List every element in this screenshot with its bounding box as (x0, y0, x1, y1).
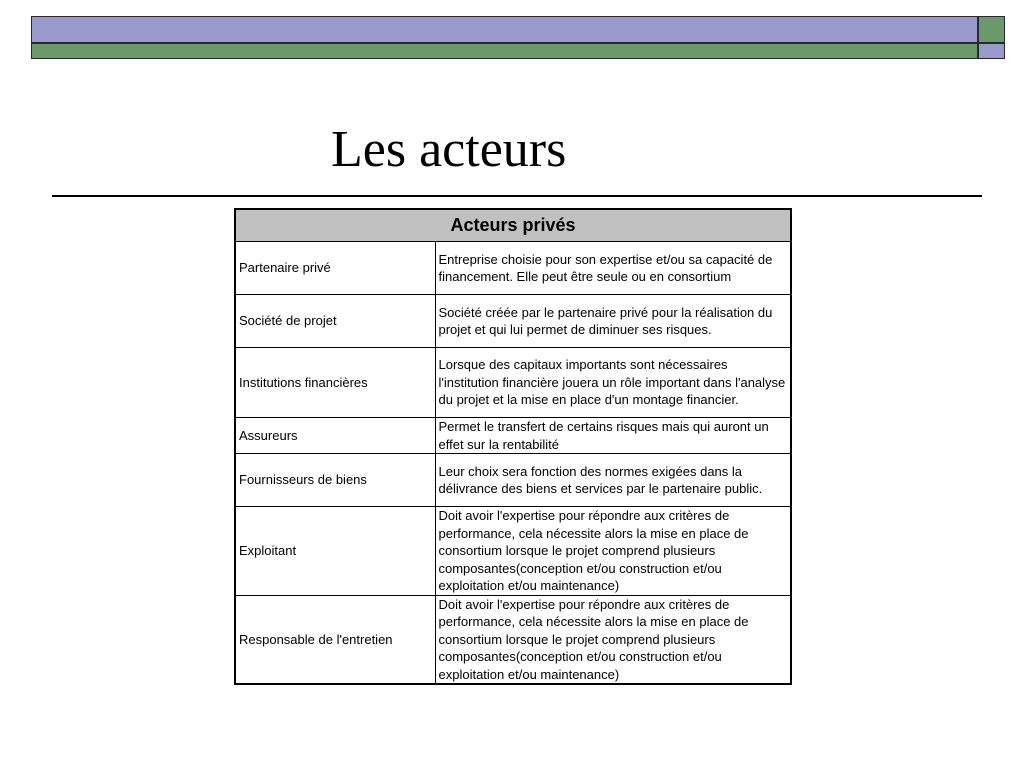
table-row (235, 242, 791, 295)
corner-square-lavender (978, 43, 1005, 59)
table-row (235, 454, 791, 507)
actor-cell: Société de projet (235, 295, 435, 348)
actor-cell: Exploitant (235, 507, 435, 596)
description-cell: Société créée par le partenaire privé pour la réalisation du projet et qui lui permet de diminuer ses risques. (435, 295, 791, 348)
actors-table (234, 208, 792, 685)
actor-cell: Partenaire privé (235, 242, 435, 295)
table-row (235, 507, 791, 596)
actor-cell: Fournisseurs de biens (235, 454, 435, 507)
description-cell: Doit avoir l'expertise pour répondre aux critères de performance, cela nécessite alors la mise en place de consortium lorsque le projet comprend plusieurs composantes(conception et/ou construction et/ou exploitation et/ou maintenance) (435, 595, 791, 684)
header-bar-green (31, 43, 978, 59)
title-underline (52, 195, 982, 197)
table-header: Acteurs privés (235, 209, 791, 242)
actor-cell: Institutions financières (235, 348, 435, 418)
table-row (235, 295, 791, 348)
description-cell: Leur choix sera fonction des normes exigées dans la délivrance des biens et services par le partenaire public. (435, 454, 791, 507)
corner-square-green (978, 16, 1005, 43)
table-row (235, 595, 791, 684)
description-cell: Entreprise choisie pour son expertise et/ou sa capacité de financement. Elle peut être seule ou en consortium (435, 242, 791, 295)
table-row (235, 348, 791, 418)
slide-title: Les acteurs (331, 121, 567, 178)
table-header-row (235, 209, 791, 242)
table-row (235, 418, 791, 454)
actor-cell: Assureurs (235, 418, 435, 454)
actor-cell: Responsable de l'entretien (235, 595, 435, 684)
description-cell: Permet le transfert de certains risques mais qui auront un effet sur la rentabilité (435, 418, 791, 454)
description-cell: Doit avoir l'expertise pour répondre aux critères de performance, cela nécessite alors la mise en place de consortium lorsque le projet comprend plusieurs composantes(conception et/ou construction et/ou exploitation et/ou maintenance) (435, 507, 791, 596)
description-cell: Lorsque des capitaux importants sont nécessaires l'institution financière jouera un rôle important dans l'analyse du projet et la mise en place d'un montage financier. (435, 348, 791, 418)
header-bar-lavender (31, 16, 978, 43)
